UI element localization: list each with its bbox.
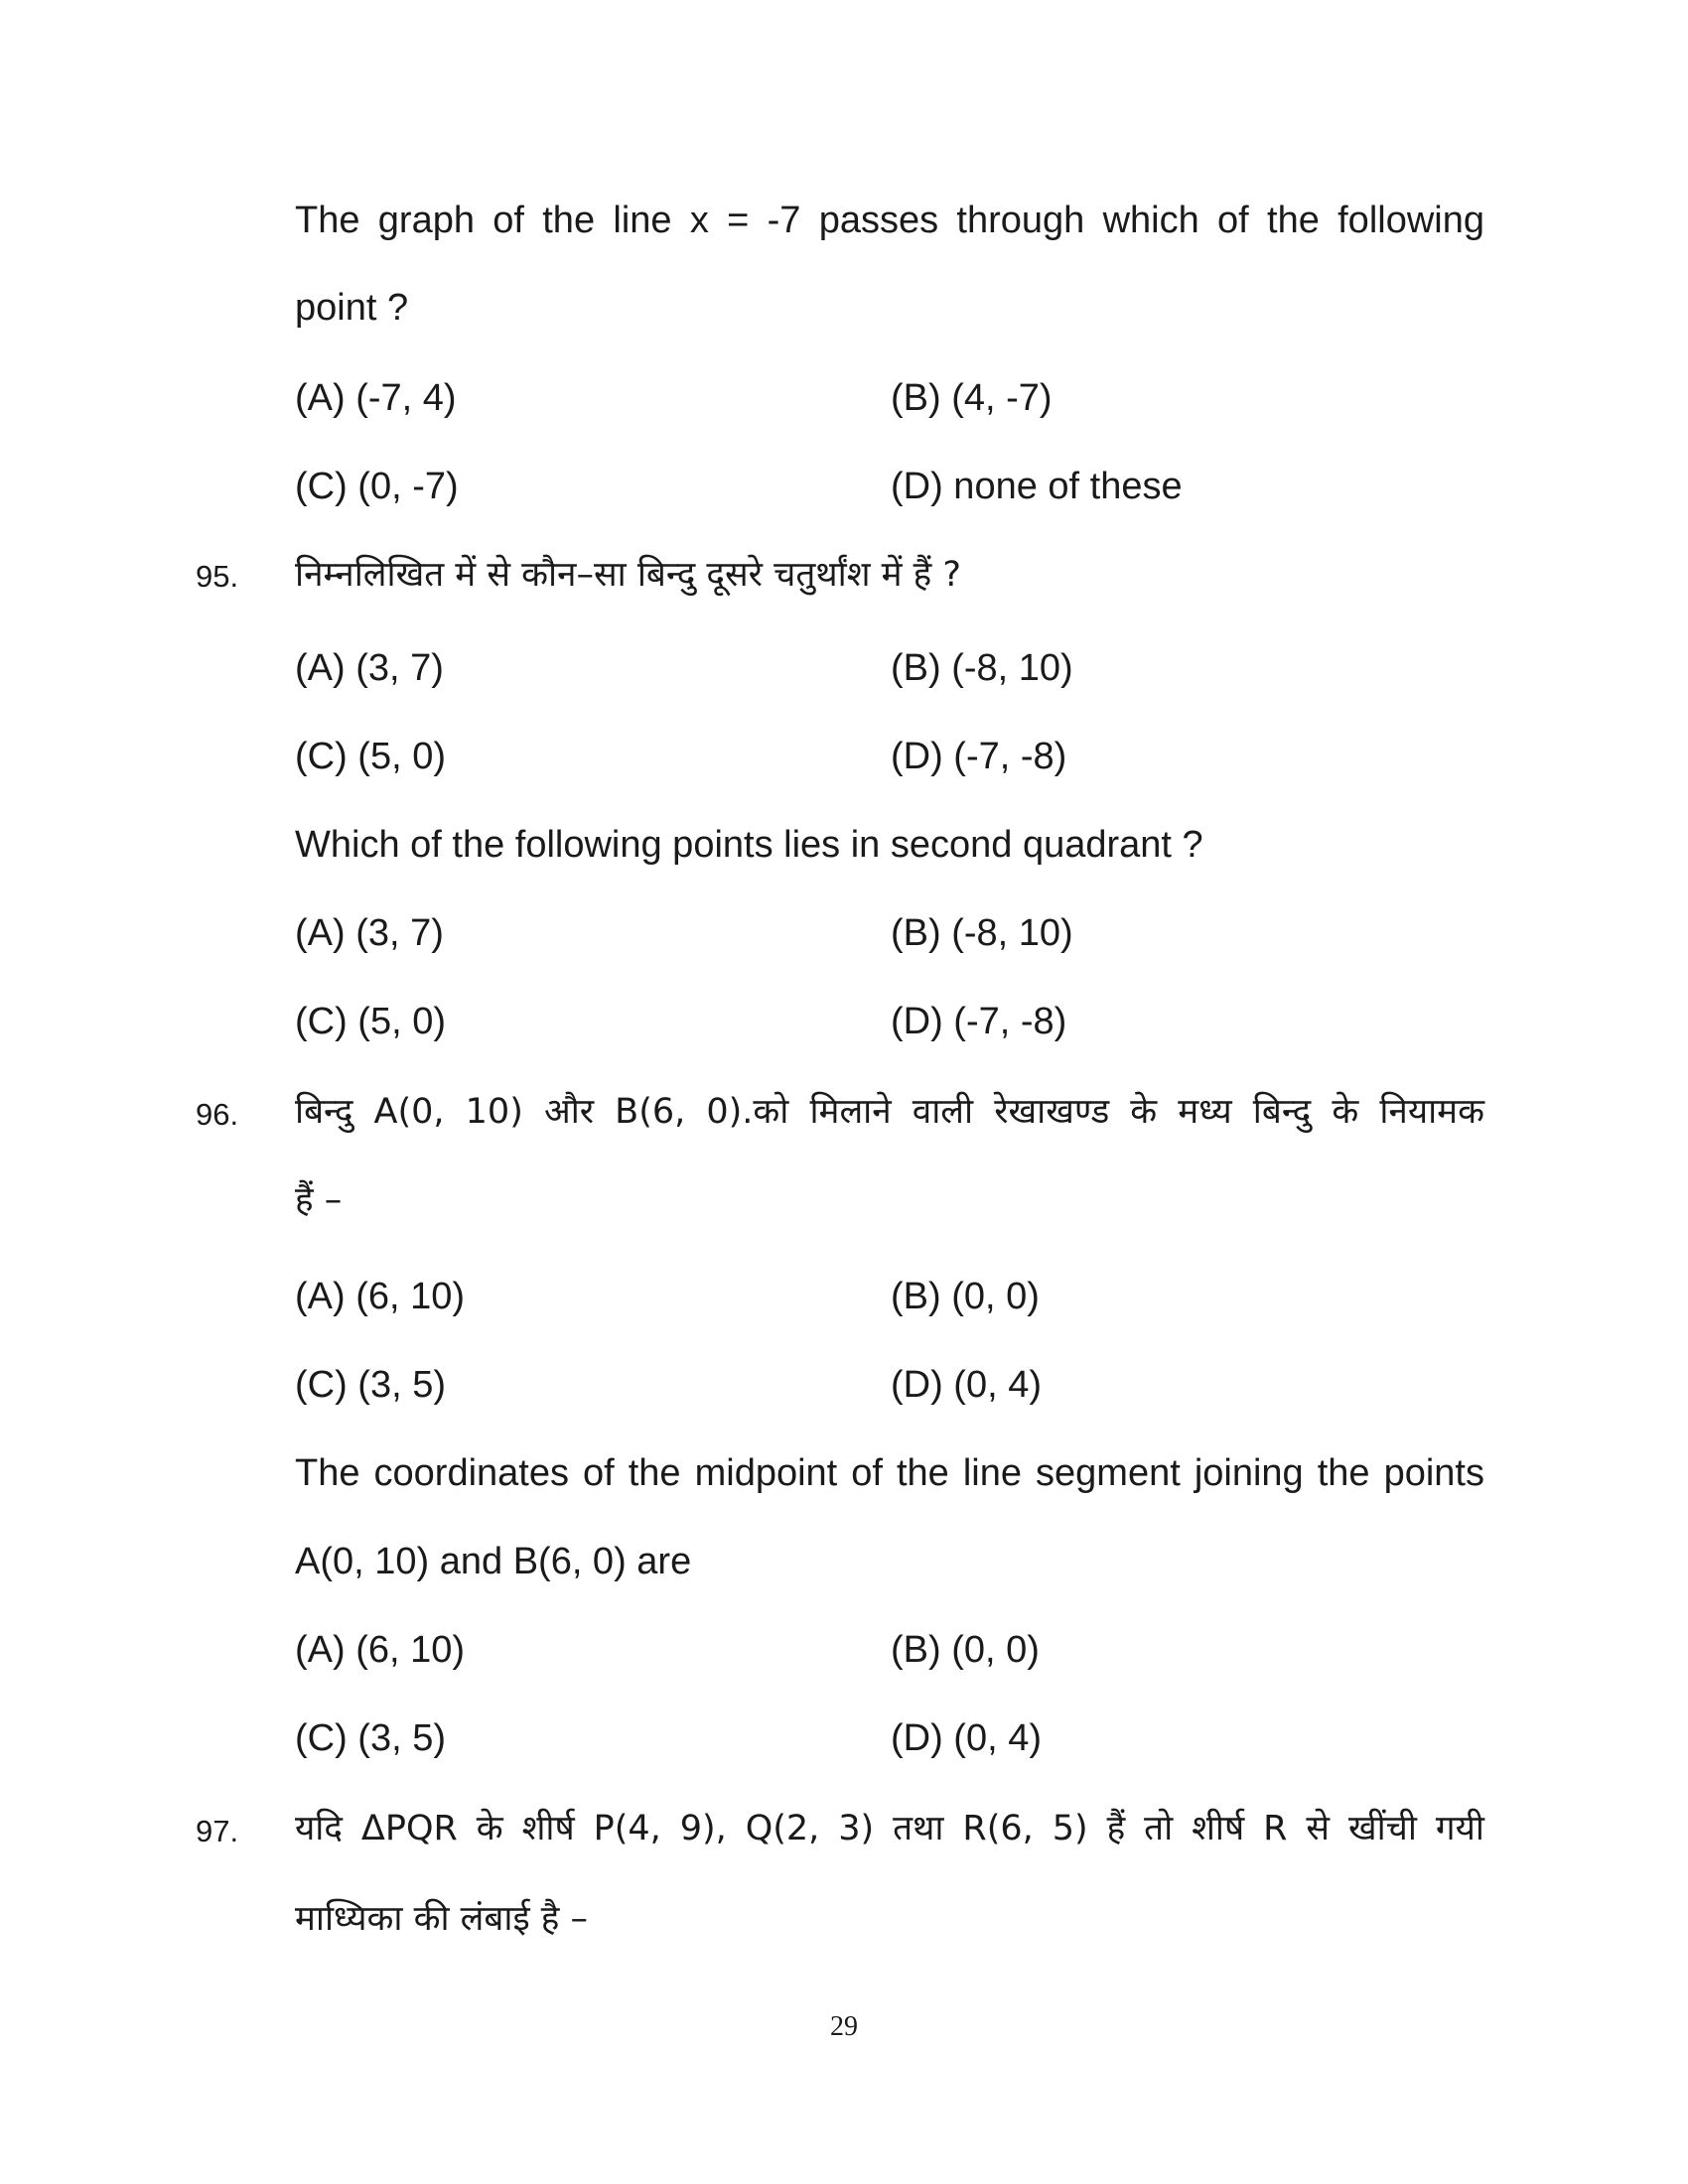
q96-english-option-c: (C) (3, 5) [295,1717,446,1759]
q96-hindi-text-line-1: बिन्दु A(0, 10) और B(6, 0).को मिलाने वाली रेखाखण्ड के मध्य बिन्दु के नियामक [295,1092,1484,1132]
q95-english-option-c: (C) (5, 0) [295,1001,446,1042]
q97-number: 97. [196,1814,239,1848]
page-number: 29 [830,2011,858,2042]
q95-english-option-a: (A) (3, 7) [295,912,444,954]
q96-number: 96. [196,1097,239,1132]
q97-hindi-text-line-2: माध्यिका की लंबाई है – [295,1899,588,1939]
q96-english-text-line-1: The coordinates of the midpoint of the line segment joining the points [295,1452,1484,1494]
q94-option-b: (B) (4, -7) [891,377,1053,419]
q96-hindi-option-c: (C) (3, 5) [295,1364,446,1406]
q96-english-option-a: (A) (6, 10) [295,1629,466,1671]
q95-english-text: Which of the following points lies in second quadrant ? [295,824,1203,866]
q94-option-c: (C) (0, -7) [295,466,459,507]
q95-hindi-option-a: (A) (3, 7) [295,647,444,689]
q95-hindi-option-c: (C) (5, 0) [295,736,446,777]
q95-english-option-d: (D) (-7, -8) [891,1001,1067,1042]
q95-hindi-option-b: (B) (-8, 10) [891,647,1073,689]
q95-hindi-option-d: (D) (-7, -8) [891,736,1067,777]
q97-hindi-text-line-1: यदि ΔPQR के शीर्ष P(4, 9), Q(2, 3) तथा R(6, 5) हैं तो शीर्ष R से खींची गयी [295,1809,1484,1848]
q94-text-line-2: point ? [295,287,409,329]
q96-hindi-option-b: (B) (0, 0) [891,1276,1040,1317]
q95-hindi-text: निम्नलिखित में से कौन–सा बिन्दु दूसरे चतुर्थांश में हैं ? [295,555,961,595]
q95-number: 95. [196,559,239,594]
q96-english-text-line-2: A(0, 10) and B(6, 0) are [295,1541,692,1582]
q96-hindi-option-d: (D) (0, 4) [891,1364,1042,1406]
q94-text-line-1: The graph of the line x = -7 passes through which of the following [295,200,1484,241]
q94-option-a: (A) (-7, 4) [295,377,457,419]
q96-english-option-b: (B) (0, 0) [891,1629,1040,1671]
q96-hindi-option-a: (A) (6, 10) [295,1276,466,1317]
q96-hindi-text-line-2: हैं – [295,1180,343,1220]
q96-english-option-d: (D) (0, 4) [891,1717,1042,1759]
q95-english-option-b: (B) (-8, 10) [891,912,1073,954]
q94-option-d: (D) none of these [891,466,1183,507]
